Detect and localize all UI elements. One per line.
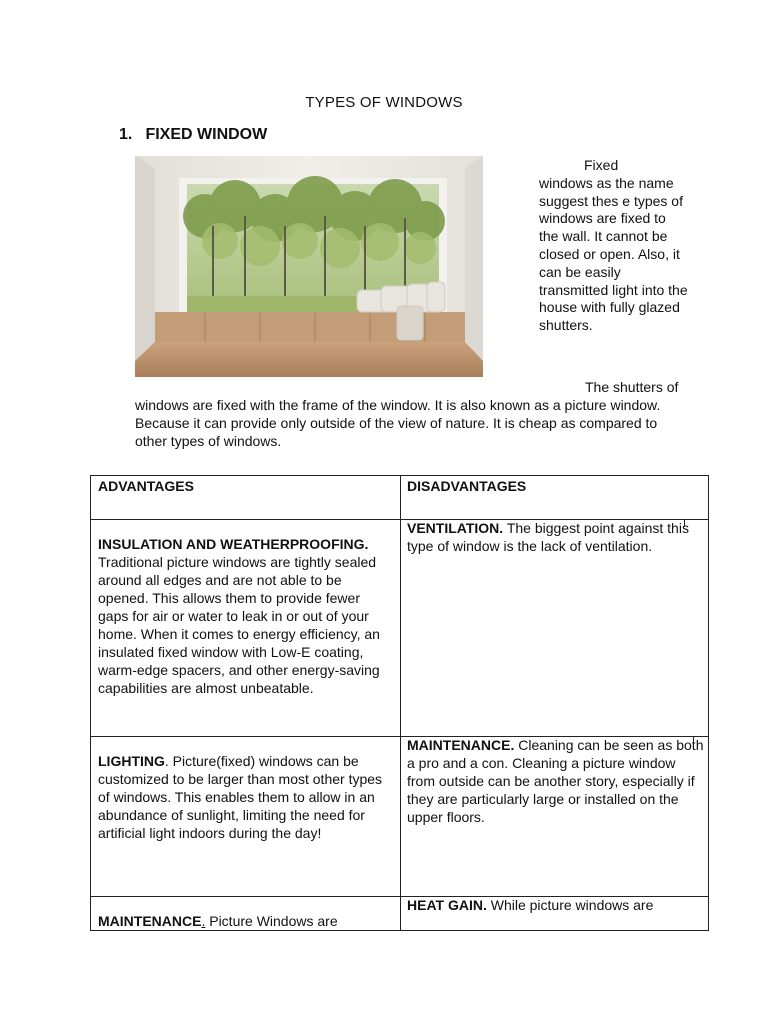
side-text [539,157,689,335]
advantage-maintenance-text: Picture Windows are [209,913,338,929]
advantage-maintenance-period: . [201,913,206,929]
disadvantage-maintenance [407,736,705,826]
advantage-insulation-term: INSULATION AND WEATHERPROOFING. [98,536,369,552]
advantage-lighting-text: . Picture(fixed) windows can be customized to be larger than most other types of windows. This enables them to allow in an abundance of sunlight, limiting the need for artificial light indoors during the day! [98,753,383,841]
disadvantage-heat-gain [407,896,705,914]
header-disadvantages: DISADVANTAGES [407,478,527,494]
disadvantage-heat-gain-text: While picture windows are [490,897,654,913]
intro-paragraph [135,378,680,450]
paragraph-rest: of windows are fixed with the frame of the window. It is also known as a picture window. Because it can provide only outside of the view of nature. It is cheap as compared to other types of windows. [135,379,679,449]
advantage-lighting [98,752,394,842]
advantage-lighting-term: LIGHTING [98,753,165,769]
disadvantage-ventilation [407,519,705,555]
disadvantage-heat-gain-term: HEAT GAIN. [407,897,487,913]
section-heading [119,126,267,144]
side-text-first: Fixed [584,157,619,173]
disadvantage-maintenance-text: Cleaning can be seen as both a pro and a con. Cleaning a picture window from outside can be another story, especially if they are particularly large or installed on the upper floors. [407,737,704,825]
disadvantage-ventilation-text: The biggest point against this type of window is the lack of ventilation. [407,520,689,554]
section-number: 1. [119,126,133,143]
fixed-window-photo [135,156,483,377]
doc-title: TYPES OF WINDOWS [305,94,463,111]
advantage-maintenance [98,912,394,930]
advantage-maintenance-term: MAINTENANCE [98,913,202,929]
side-text-rest: windows as the name suggest thes e types of windows are fixed to the wall. It cannot be closed or open. Also, it can be easily transmitted light into the house with fully glazed shutters. [539,174,688,334]
advantage-insulation [98,535,394,697]
disadvantage-maintenance-term: MAINTENANCE. [407,737,515,753]
section-title: FIXED WINDOW [145,126,268,143]
disadvantage-ventilation-term: VENTILATION. [407,520,504,536]
header-advantages: ADVANTAGES [98,478,194,494]
advantage-insulation-text: Traditional picture windows are tightly sealed around all edges and are not able to be opened. This allows them to provide fewer gaps for air or water to leak in or out of your home. When it comes to energy efficiency, an insulated fixed window with Low-E coating, warm-edge spacers, and other energy-saving capabilities are almost unbeatable. [98,554,380,696]
advantages-table [90,475,709,931]
paragraph-first: The shutters [585,379,663,395]
